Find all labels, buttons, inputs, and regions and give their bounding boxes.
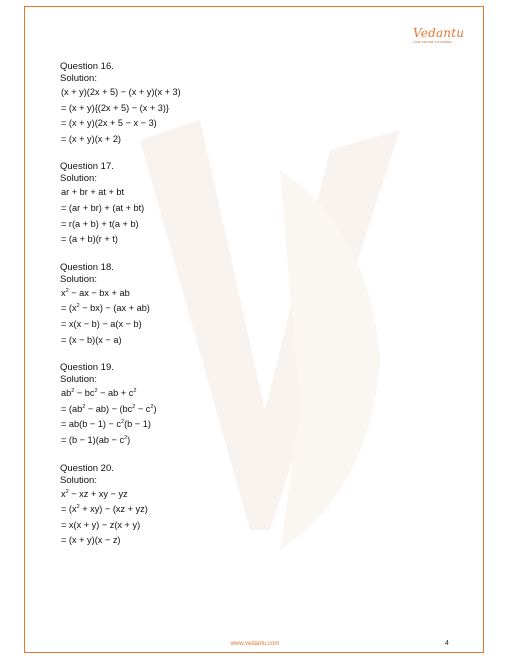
solution-label: Solution: [60, 273, 97, 285]
question-block [60, 463, 440, 549]
solution-step: = $ab(b - 1) - c^2(b - 1)$ [61, 419, 151, 430]
question-title: Question 18. [60, 261, 114, 273]
solution-step: = x(x + y) − z(x + y) [61, 519, 141, 530]
question-block [60, 262, 440, 348]
solution-label: Solution: [60, 73, 97, 84]
solution-step: ar + br + at + bt [61, 187, 125, 198]
solution-label: Solution: [60, 374, 97, 386]
solution-step: $x^2$ − xz + xy − yz [61, 488, 128, 499]
question-title: Question 20. [60, 462, 114, 474]
solution-step: = (ar + br) + (at + bt) [61, 202, 145, 213]
solution-step: = (x − b)(x − a) [61, 334, 122, 345]
solution-step: = (x + y)(x − z) [61, 535, 121, 546]
question-title: Question 17. [60, 161, 114, 173]
question-block [60, 61, 440, 147]
solution-step: = r(a + b) + t(a + b) [61, 218, 139, 229]
page-number: 4 [445, 640, 449, 647]
question-block [60, 362, 440, 448]
question-block [60, 161, 440, 247]
solution-step: $x^2$ − ax − bx + ab [61, 287, 130, 298]
questions-list [60, 61, 440, 563]
solution-step: = $(ab^2 - ab) - (bc^2 - c^2)$ [61, 403, 157, 414]
solution-step: = (x + y)(2x + 5 − x − 3) [61, 118, 157, 129]
solution-step: = $(b - 1)(ab - c^2)$ [61, 434, 131, 445]
solution-step: = (x + y){(2x + 5) − (x + 3)} [61, 102, 169, 113]
solution-step: = $(x^2 - bx) - (ax + ab)$ [61, 303, 150, 314]
logo-wordmark: Vedantu [413, 26, 465, 40]
vedantu-logo [413, 26, 465, 48]
question-title: Question 19. [60, 362, 114, 374]
solution-step: = (a + b)(r + t) [61, 234, 118, 245]
solution-label: Solution: [60, 474, 97, 486]
solution-step: = $(x^2 + xy) - (xz + yz)$ [61, 504, 148, 515]
solution-step: $ab^2 - bc^2$ − ab + $c^2$ [61, 388, 137, 399]
solution-label: Solution: [60, 173, 97, 185]
solution-step: = x(x − b) − a(x − b) [61, 318, 142, 329]
solution-step: (x + y)(2x + 5) − (x + y)(x + 3) [61, 87, 181, 97]
logo-tagline: LIVE ONLINE TUTORING [413, 40, 452, 44]
footer-url: www.vedantu.com [230, 641, 280, 647]
question-title: Question 16. [60, 61, 114, 72]
solution-step: = (x + y)(x + 2) [61, 133, 121, 144]
